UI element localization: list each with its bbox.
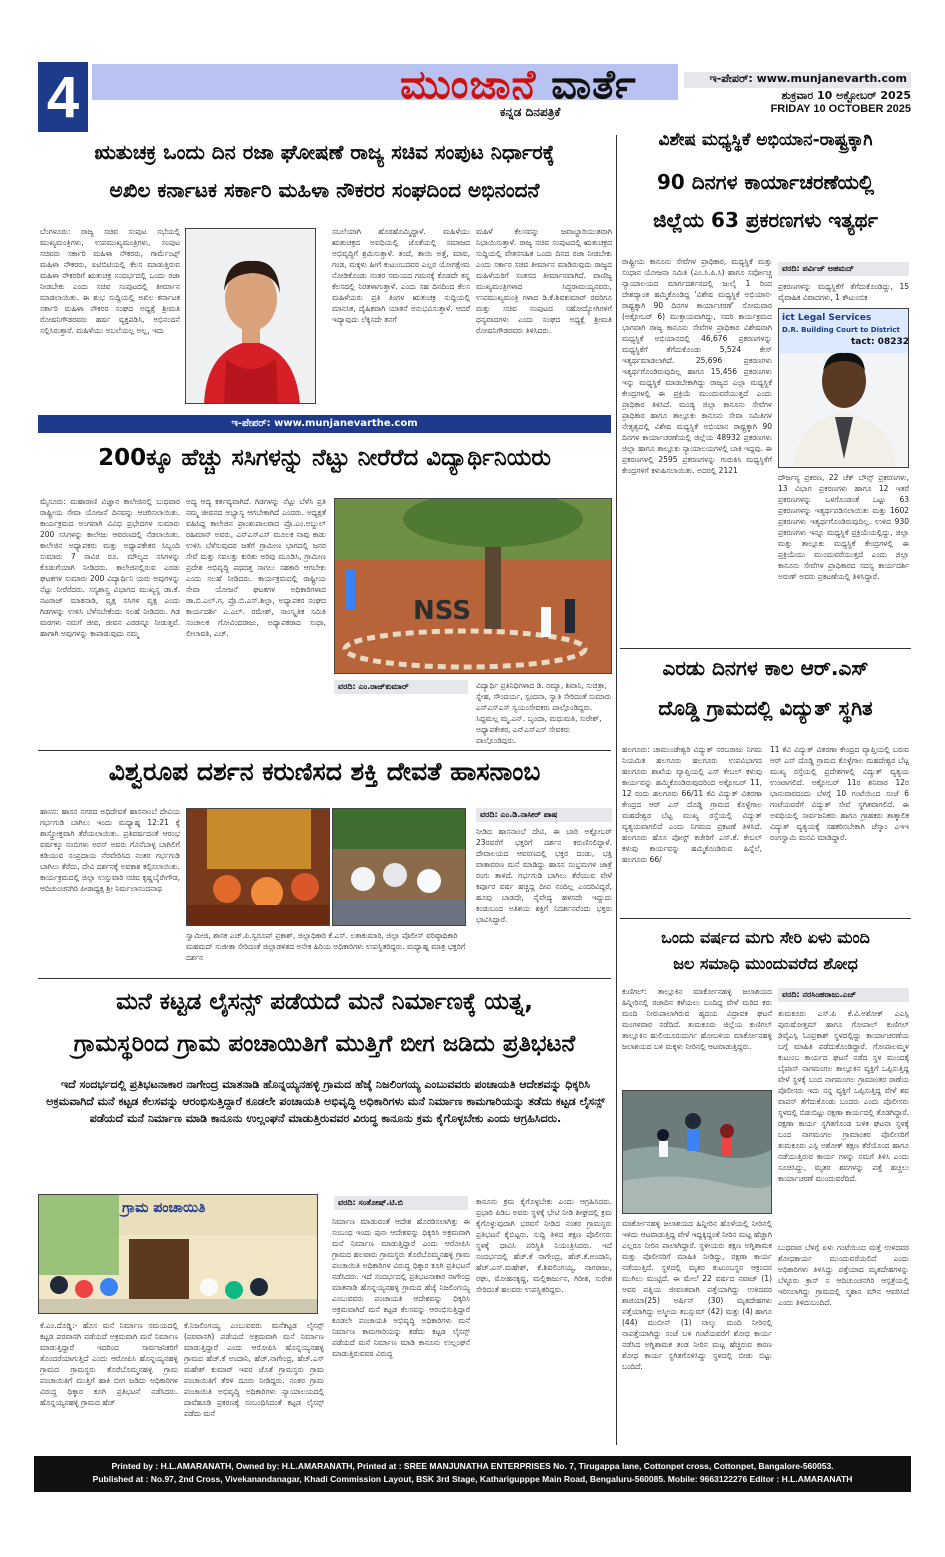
epaper-banner[interactable]: ಇ-ಪೇಪರ್: www.munjanevarthe.com [38,415,611,433]
temple-photo-2 [332,808,466,926]
article6-headline-2: ದೊಡ್ಡಿ ಗ್ರಾಮದಲ್ಲಿ ವಿದ್ಯುತ್ ಸ್ಥಗಿತ [658,696,873,720]
article5-byline: ವರದಿ: ಪರ್ವಿಜ್ ಅಹಮದ್ [778,262,909,276]
article4-col-2: ಕೆ.ನಿಜಲಿಂಗಯ್ಯ ಎಂಬುವವರು ಮನೆಕಟ್ಟಡ ಲೈಸನ್ಸ್ (ಪರವಾನಗಿ) ಪಡೆಯದೆ ಅಕ್ರಮವಾಗಿ ಮನೆ ನಿರ್ಮಾಣ ಮಾಡುತ್ತಿದ್ದಾರೆ ಎಂದು ಆರೋಪಿಸಿ ಹೊನ್ನಯ್ಯನಹಳ್ಳಿ ಗ್ರಾಮದ ಹೆಚ್.ಕೆ ಅಂದಾನಿ, ಹೆಚ್.ನಾಗೇಂದ್ರ, ಹೆಚ್.ಎಸ್ ಮಹೇಶ್ ಕುಮಾರ್ ಇವರ ಜೊತೆ ಗ್ರಾಮಸ್ಥರು ಗ್ರಾಮ ಪಂಚಾಯಿತಿಗೆ ತೆರಳಿ ದೂರು ನೀಡಿದ್ದರು. ನಂತರ ಗ್ರಾಮ ಪಂಚಾಯಿತಿ ಅಭಿವೃದ್ಧಿ ಅಧಿಕಾರಿಗಳು ನ್ಯಾಯಾಲಯದಲ್ಲಿ ದಾವೆಹೂಡಿ ಪ್ರಕರಣಕ್ಕೆ ಸಂಬಂಧಿಸಿದಂತೆ ಕಟ್ಟಡ ಲೈಸನ್ಸ್ ಪಡೆದು ಮನೆ [184,1321,324,1418]
article7-col-4: ಬುಧವಾರ ಬೆಳಿಗ್ಗೆ ಏಳು ಗಂಟೆಯಿಂದ ಮತ್ತೆ ಉಳಿದವರ ಶೋಧಕಾರ್ಯ ಮುಂದುವರೆಯಲಿದೆ ಎಂದು ಅಧಿಕಾರಿಗಳು ತಿಳಿಸಿದ್ದು ಪತ್ತೆಯಾದ ಮೃತದೇಹಗಳನ್ನು ಬೆಳ್ಳೂರು ಕ್ರಾಸ್ ನ ಆದಿಚುಂಚನಗಿರಿ ಆಸ್ಪತ್ರೆಯಲ್ಲಿ ಇರಿಸಲಾಗಿದ್ದು ಗ್ರಾಮದಲ್ಲಿ ಸ್ಮಶಾನ ಮೌನ ಆವರಿಸಿದೆ ಎಂದು ತಿಳಿದುಬಂದಿದೆ. [778,1243,909,1307]
article1-headline-1: ಋತುಚಕ್ರ ಒಂದು ದಿನ ರಜಾ ಘೋಷಣೆ ರಾಜ್ಯ ಸಚಿವ ಸಂಪುಟ ನಿರ್ಧಾರಕ್ಕೆ [94,140,555,164]
article4-col-3: ನಿರ್ಮಾಣ ಮಾಡುವಂತೆ ಆದೇಶ ಹೊರಡಿಸಲಾಗಿತ್ತು ಈ ಸಂಬಂಧ ಇಂದು ಪುನಃ ಆದೇಶವನ್ನು ಧಿಕ್ಕರಿಸಿ ಅಕ್ರಮವಾಗಿ ಮನೆ ನಿರ್ಮಾಣ ಮಾಡುತ್ತಿದ್ದಾರೆ ಎಂದು ಆರೋಪಿಸಿ ಗ್ರಾಮದ ಹಲವಾರು ಗ್ರಾಮಸ್ಥರು ತೊರೆಬೊಮ್ಮನಹಳ್ಳಿ ಗ್ರಾಮ ಪಂಚಾಯಿತಿ ಅಧಿಕಾರಿಗಳ ವಿರುದ್ಧ ಧಿಕ್ಕಾರ ಕೂಗಿ ಪ್ರತಿಭಟನೆ ನಡೆಸಿದರು. ಇದೆ ಸಂದರ್ಭದಲ್ಲಿ ಪ್ರತಿಭಟನಾಕಾರ ನಾಗೇಂದ್ರ ಮಾತನಾಡಿ ಹೊನ್ನಯ್ಯನಹಳ್ಳಿ ಗ್ರಾಮದ ಹೆಜ್ಕೆ ನಿಜಲಿಂಗಯ್ಯ ಎಂಬುವವರು ಪಂಚಾಯತಿ ಆದೇಶವನ್ನು ಧಿಕ್ಕರಿಸಿ ಅಕ್ರಮವಾಗಿದೆ ಮನೆ ಕಟ್ಟಡ ಕೆಲಸವನ್ನು ಆರಂಭಿಸುತ್ತಿದ್ದಾರೆ ಕೂಡಲೇ ಪಂಚಾಯತಿ ಅಭಿವೃದ್ಧಿ ಅಧಿಕಾರಿಗಳು ಮನೆ ನಿರ್ಮಾಣ ಕಾಮಗಾರಿಯನ್ನು ತಡೆದು ಕಟ್ಟಡ ಲೈಸನ್ಸ್ ಪಡೆಯದೆ ಮನೆ ನಿರ್ಮಾಣ ಮಾಡಿ ಕಾನೂನು ಉಲ್ಲಂಘನೆ ಮಾಡುತ್ತಿರುವವರ ವಿರುದ್ಧ [332,1217,470,1358]
imprint-line-1: Printed by : H.L.AMARANATH, Owned by: H.L.AMARANATH, Printed at : SREE MANJUNATHA ENTERPRISES No. 7, Tirugappa lane, Cottonpet cross, Cottonpet, Bangalore-560053. [111,1461,834,1471]
article4-col-1: ಕೆ.ಎಂ.ದೊಡ್ಡಿ:- ಹೊಸ ಮನೆ ನಿರ್ಮಾಣ ಸಮಯದಲ್ಲಿ ಕಟ್ಟಡ ಪರವಾನಗಿ ಪಡೆಯದೆ ಅಕ್ರಮವಾಗಿ ಮನೆ ನಿರ್ಮಾಣ ಮಾಡುತ್ತಿದ್ದಾರೆ ಇದರಿಂದ ಸಾರ್ವಜನಿಕರಿಗೆ ತೊಂದರೆಯಾಗುತ್ತಿದೆ ಎಂದು ಆರೋಪಿಸಿ ಹೊನ್ನಯ್ಯನಹಳ್ಳಿ ಗ್ರಾಮದ ಗ್ರಾಮಸ್ಥರು ತೊರೆಬೊಮ್ಮನಹಳ್ಳಿ ಗ್ರಾಮ ಪಂಚಾಯಿತಿಗೆ ಮುತ್ತಿಗೆ ಹಾಕಿ ಬೀಗ ಜಡಿದು ಅಧಿಕಾರಿಗಳ ವಿರುದ್ಧ ಧಿಕ್ಕಾರ ಕೂಗಿ ಪ್ರತಿಭಟನೆ ನಡೆಸಿದರು. ಹೊನ್ನಯ್ಯನಹಳ್ಳಿ ಗ್ರಾಮದ ಹೆಚ್ [40,1321,178,1407]
article7-col-1: ಕುಣಿಗಲ್: ತಾಲ್ಲೂಕಿನ ಮಾರ್ಕೋನಹಳ್ಳಿ ಜಲಾಶಯದ ಹಿನ್ನೀರಿನಲ್ಲಿ ರಜಾದಿನ ಕಳೆಯಲು ಬಂದಿದ್ದ ವೇಳೆ ಮರಿದ ಕರು ಮಂದಿ ನೀರುಪಾಲಾಗಿರುವ ಹೃದಯ ವಿದ್ರಾವಕ ಘಟನೆ ಮಂಗಳವಾರ ನಡೆದಿದೆ. ತುಮಕೂರು ಜಿಲ್ಲೆಯ ಕುಣಿಗಲ್ ತಾಲ್ಲೂಕಿನ ಹುಲಿಯೂರುದುರ್ಗ ಹೋಬಳಿಯ ಮಾರ್ಕೋನಹಳ್ಳಿ ಜಲಾಶಯದ ಬಳಿ ಮಕ್ಕಳು ನೀರಿನಲ್ಲಿ ಆಟವಾಡುತ್ತಿದ್ದರು. [622,987,772,1051]
article3-caption: ಸ್ವಾಮೀಜಿ, ಶಾಸಕ ಎಚ್.ಪಿ.ಸ್ವರೂಪ್ ಪ್ರಕಾಶ್, ಜಿಲ್ಲಾಧಿಕಾರಿ ಕೆ.ಎಸ್. ಲತಾಕುಮಾರಿ, ಜಿಲ್ಲಾ ಪೊಲೀಸ್ ವರಿಷ್ಠಾಧಿಕಾರಿ ಮಹಮದ್ ಸುಜೀತಾ ಸೇರಿದಂತೆ ಜಿಲ್ಲಾಡಳಿತದ ಅನೇಕ ಹಿರಿಯ ಅಧಿಕಾರಿಗಳು ಉಪಸ್ಥಿತರಿದ್ದರು. ಮಧ್ಯಾಹ್ನ ಮಾತ್ರ ಭಕ್ತರಿಗೆ ದರ್ಶನ [186,931,466,962]
tree-planting-photo [334,498,612,674]
logo-part-2: ವಾರ್ತೆ [551,62,637,108]
article6-headline-1: ಎರಡು ದಿನಗಳ ಕಾಲ ಆರ್.ಎಸ್ [662,656,869,680]
article6-col-2: 11 ಕೆವಿ ವಿದ್ಯುತ್ ವಿತರಣಾ ಕೇಂದ್ರದ ವ್ಯಾಪ್ತಿಯಲ್ಲಿ ಬರುವ ಆರ್ ಎಸ್ ದೊಡ್ಡಿ ಗ್ರಾಮದ ಕೊಳ್ಳೆಗಾಲ ಮಹದೇಶ್ವರ ಬೆಟ್ಟ ಮುಖ್ಯ ರಸ್ತೆಯಲ್ಲಿ ಪ್ರದೇಶಗಳಲ್ಲಿ ವಿದ್ಯುತ್ ವ್ಯತ್ಯಯ ಉಂಟಾಗಲಿದೆ. ಅಕ್ಟೋಬರ್ 11ರ ಶನಿವಾರ 12ರ ಭಾನುವಾರದಂದು ಬೆಳಗ್ಗೆ 10 ಗಂಟೆಯಿಂದ ಸಂಜೆ 6 ಗಂಟೆಯವರೆಗೆ ವಿದ್ಯುತ್ ಸೇವೆ ಸ್ಥಗಿತವಾಗಲಿದೆ. ಈ ಅವಧಿಯಲ್ಲಿ ಸಾರ್ವಜನಿಕರು ಹಾಗೂ ಗ್ರಾಹಕರು ತಾತ್ಕಾಲಿಕ ವಿದ್ಯುತ್ ವ್ಯತ್ಯಯಕ್ಕೆ ಸಹಕರಿಸಬೇಕಾಗಿ ಚೆಸ್ಕಾಂ ಎಇಇ ರಂಗಸ್ವಾಮಿ ಮನವಿ ಮಾಡಿದ್ದಾರೆ. [770,745,909,842]
article6-col-1: ಹಲಗೂರು: ಚಾಮುಂಡೇಶ್ವರಿ ವಿದ್ಯುತ್ ಸರಬರಾಜು ನಿಗಮ ನಿಯಮಿತ ಹಲಗೂರು ಹಲಗೂರು ಉಪವಿಭಾಗದ ಹಲಗೂರು ಶಾಖೆಯ ವ್ಯಾಪ್ತಿಯಲ್ಲಿ ಎಸ್ ಕೇಬಲ್ ಕಳುವು ಕಾರ್ಯವನ್ನು ಹಮ್ಮಿಕೊಂಡಿರುವುದರಿಂದ ಅಕ್ಟೋಬರ್ 11, 12 ರಂದು ಹಲಗೂರು 66/11 ಕೆವಿ ವಿದ್ಯುತ್ ವಿತರಣಾ ಕೇಂದ್ರದ ಆರ್ ಎಸ್ ದೊಡ್ಡಿ ಗ್ರಾಮದ ಕೊಳ್ಳೆಗಾಲ ಮಹದೇಶ್ವರ ಬೆಟ್ಟ ಮುಖ್ಯ ರಸ್ತೆಯಲ್ಲಿ ವಿದ್ಯುತ್ ವ್ಯತ್ಯಯವಾಗಲಿದೆ ಎಂದು ನಿಗಮದ ಪ್ರಕಟಣೆ ತಿಳಿಸಿದೆ. ಹಲಗೂರು ಹೊಸ ಪೋಸ್ಟ್ ಕಚೇರಿಗೆ ಎಸ್.ಕೆ. ಕೇಬಲ್ ಕಳುವು ಕಾರ್ಯವನ್ನು ಹಮ್ಮಿಕೊಂಡಿರುವ ಹಿನ್ನೆಲೆ, ಹಲಗೂರು 66/ [622,745,762,864]
article3-col-1: ಹಾಸನ: ಹಾಸನ ನಗರದ ಅಧಿದೇವತೆ ಹಾಸನಾಂಬೆ ದೇವಿಯ ಗರ್ಭಗುಡಿ ಬಾಗಿಲು ಇಂದು ಮಧ್ಯಾಹ್ನ 12:21 ಕ್ಕೆ ಶಾಸ್ತ್ರೋಕ್ತವಾಗಿ ತೆರೆಯಲಾಯಿತು. ಪ್ರತಿವರ್ಷದಂತೆ ಆರಂಭ ವರ್ಷಕ್ಕೂ ನಂಬಿಗಳು ಅರಸ್ ಅವರು ಗೊನೆಬಾಳ್ಳ ಬಾಗಿಲಿಗೆ ಕಡಿಯುವ ಸಂಪ್ರದಾಯ ನೆರವೇರಿಸಿದ ನಂತರ ಗರ್ಭಗುಡಿ ಬಾಗಿಲು ತೆರೆದು, ದೇವಿ ದರ್ಶನಕ್ಕೆ ಅವಕಾಶ ಕಲ್ಪಿಸಲಾಯಿತು. ಕಾರ್ಯಕ್ರಮದಲ್ಲಿ ಜಿಲ್ಲಾ ಉಸ್ತುವಾರಿ ಸಚಿವ ಕೃಷ್ಣಬೈರೇಗೌಡ, ಆದಿಚುಂಚನಗಿರಿ ಪೀಠಾಧ್ಯಕ್ಷ ಶ್ರೀ ನಿರ್ಮಲಾನಂದನಾಥ [40,807,180,893]
article5-col-1: ರಾಷ್ಟ್ರೀಯ ಕಾನೂನು ಸೇವೆಗಳ ಪ್ರಾಧಿಕಾರ, ಮಧ್ಯಸ್ಥಿಕೆ ಮತ್ತು ಸಂಧಾನ ಯೋಜನಾ ಸಮಿತಿ (ಎಂ.ಸಿ.ಪಿ.ಸಿ) ಹಾಗೂ ಸರ್ವೋಚ್ಚ ನ್ಯಾಯಾಲಯದ ಮಾರ್ಗದರ್ಶನದಲ್ಲಿ ಜುಲೈ 1 ರಿಂದ ದೇಶದ್ಯಾಂತ ಹಮ್ಮಿಕೊಂಡಿದ್ದ 'ವಿಶೇಷ ಮಧ್ಯಸ್ಥಿಕೆ ಅಭಿಯಾನ-ರಾಷ್ಟ್ರಕ್ಕಾಗಿ 90 ದಿನಗಳ ಕಾರ್ಯಾಚರಣೆ' ಸೋಮವಾರ (ಅಕ್ಟೋಬರ್ 6) ಮುಕ್ತಾಯವಾಗಿದ್ದು, ಸದರಿ ಕಾರ್ಯಕ್ರಮದ ಭಾಗವಾಗಿ ರಾಜ್ಯ ಕಾನೂನು ಸೇವೆಗಳ ಪ್ರಾಧಿಕಾರ ವಿಶೇಷವಾಗಿ ಮಧ್ಯಸ್ಥಿಕೆ ಅಭಿಯಾನದಲ್ಲಿ 46,676 ಪ್ರಕರಣಗಳನ್ನು ಮಧ್ಯಸ್ಥಿಕೆಗೆ ತೆಗೆದುಕೊಂಡು 5,524 ಕೇಸ್ ಇತ್ಯರ್ಥಮಾಡಲಾಗಿದೆ. 25,696 ಪ್ರಕರಣಗಳು ಇತ್ಯರ್ಥಗೊಂಡಿರುವುದಿಲ್ಲ ಹಾಗೂ 15,456 ಪ್ರಕರಣಗಳು ಇನ್ನು ಮಧ್ಯಸ್ಥಿಕೆ ಮಾಡಬೇಕಾಗಿದ್ದು ರಾಜ್ಯದ ಎಲ್ಲಾ ಮಧ್ಯಸ್ಥಿಕೆ ಕೇಂದ್ರಗಳಲ್ಲಿ ಈ ಪ್ರಕ್ರಿಯೆ ಮುಂದುವರೆಯುತ್ತದೆ ಎಂದು ಪ್ರಾಧಿಕಾರ ತಿಳಿಸಿದೆ. ಮಂಡ್ಯ ಜಿಲ್ಲಾ ಕಾನೂನು ಸೇವೆಗಳ ಪ್ರಾಧಿಕಾರ ಹಾಗೂ ತಾಲ್ಲೂಕು ಕಾನೂನು ಸೇವಾ ಸಮಿತಿಗಳ ನೇತೃತ್ವದಲ್ಲಿ ವಿಶೇಷ ಮಧ್ಯಸ್ಥಿಕೆ ಅಭಿಯಾನ ರಾಷ್ಟ್ರಕ್ಕಾಗಿ 90 ದಿನಗಳ ಕಾರ್ಯಾಚರಣೆಯಲ್ಲಿ ಜಿಲ್ಲೆಯ 48932 ಪ್ರಕರಣಗಳು ಜಿಲ್ಲಾ ಹಾಗೂ ತಾಲ್ಲೂಕು ನ್ಯಾಯಾಲಯಗಳಲ್ಲಿ ಬಾಕಿ ಇದ್ದವು. ಈ ಪ್ರಕರಣಗಳಲ್ಲಿ 2595 ಪ್ರಕರಣಗಳನ್ನು ಗುರುತಿಸಿ ಮಧ್ಯಸ್ಥಿಕೆಗೆ ಕೇಂದ್ರಗಳಿಗೆ ಕಳುಹಿಸಲಾಯಿತು. ಅದರಲ್ಲಿ 2121 [622,257,772,475]
woman-portrait-icon [186,229,316,404]
sign-line-2: D.R. Building Court to District [782,326,900,334]
temple-crowd-icon [187,809,330,926]
article1-col-3: ಮಹಿಳೆ ಕೆಲಸವನ್ನು ಜವಾಬ್ದಾರಿಯುತವಾಗಿ ನಿಭಾಯಿಸುತ್ತಾಳೆ. ರಾಜ್ಯ ಸಚಿವ ಸಂಪುಟದಲ್ಲಿ ಋತುಚಕ್ರದ ಸುದ್ದಿಯಲ್ಲಿ ವೇತನಸಹಿತ ಒಂದು ದಿನದ ರಜಾ ನೀಡಬೇಕು ಎಂದು ಸರ್ಕಾರ ಸಚಿವ ತೀರ್ಮಾನ ಮಾಡಿರುವುದು ರಾಜ್ಯದ ಮಹಿಳೆಯರಿಗೆ ಸಂತಸದ ತೀರ್ಮಾನವಾಗಿದೆ. ವಾಣಿಜ್ಯ ಮುಖ್ಯಮಂತ್ರಿಗಳಾದ ಸಿದ್ಧರಾಮಯ್ಯನವರು, ಉಪಮುಖ್ಯಮಂತ್ರಿ ಗಳಾದ ಡಿ.ಕೆ.ಶಿವಕುಮಾರ್ ರವರಿಗೂ ಮತ್ತು ಸಚಿವ ಸಂಪುಟದ ಸಹೋದ್ಯೋಗಿಗಳಿಗೆ ಧನ್ಯವಾದಗಳು ಎಂದು ಸಂಘದ ಅಧ್ಯಕ್ಷೆ ಶ್ರೀಮತಿ ರೋಷನಿಗೌಡರವರು ತಿಳಿಸಿದರು. [476,227,612,335]
imprint-footer [34,1456,911,1492]
article7-col-2: ತುಮಕೂರು ಎಸ್.ಪಿ ಕೆ.ವಿ.ಅಶೋಕ್ ಎಎಸ್ಪಿ ಪುರುಷೋತ್ತಮ್ ಹಾಗೂ ಗೋಪಾಲ್ ಕುಣಿಗಲ್ ಡಿವೈಎಸ್ಪಿ ಓಂಪ್ರಕಾಶ್ ಸ್ಥಳದಲ್ಲಿದ್ದು ಕಾರ್ಯಾಚರಣೆಯ ಬಗ್ಗೆ ಮಾಹಿತಿ ಪಡೆದುಕೊಂಡಿದ್ದಾರೆ. ಗೋಪಾಲಮ್ಮಳ ಕುಟುಂಬ ಕಾರ್ಯದ ಘಟನೆ ನಡೆದ ಸ್ಥಳ ಮುಂದಕ್ಕೆ ಬೈಪಾಸ್ ನಾಗಮಂಗಲ ತಾಲ್ಲೂಕಿನ ವ್ಯಕ್ತಿಗೆ ಒಪ್ಪಿಸುತ್ತಿದ್ದ ವೇಳೆ ಸ್ಥಳಕ್ಕೆ ಬಂದ ನಾಗಮಂಗಲ ಗ್ರಾಮಾಂತರ ಠಾಣೆಯ ಪೊಲೀಸರು ಇದು ನನ್ನ ವ್ಯಕ್ತಿಗೆ ಒಪ್ಪಿಸುತ್ತಿದ್ದ ವೇಳೆ ಶವ ವಾಪಸ್ ತೆಗೆದುಕೊಂಡು ಬಂದರು ಎಂದು ಪೊಲೀಸರು ಸ್ಥಳದಲ್ಲಿ ಬಿಡುಬಿಟ್ಟು ರಕ್ಷಣಾ ಕಾರ್ಯದಲ್ಲಿ ತೊಡಗಿದ್ದಾರೆ. ರಕ್ಷಣಾ ಕಾರ್ಯ ಸ್ಥಗಿತಗೊಂಡ ಬಳಿಕ ಘಟನಾ ಸ್ಥಳಕ್ಕೆ ಬಂದ ನಾಗಮಂಗಲ ಗ್ರಾಮಾಂತರ ಪೊಲೀಸರಿಗೆ ತುಮಕೂರು ಎಸ್ಪಿ ಅಶೋಕ್ ತಕ್ಷಣ ತೆರೆಯೊಂದ ಹಾಗೂ ನಡೆಯುತ್ತಿರುವ ಕಾರ್ಯ ಗಳನ್ನು ನಮಗೆ ತಿಳಿಸಿ ಎಂದು ಸೂಚಿಸಿದ್ದು, ಮೃತರ ಶವಗಳನ್ನು ಪತ್ತೆ ಹಚ್ಚಲು ಕಾರ್ಯಾಚರಣೆ ಮುಂದುವರೆದಿದೆ. [778,1009,909,1183]
date-english: FRIDAY 10 OCTOBER 2025 [770,103,911,115]
temple-crowd-icon [333,809,466,926]
article4-headline-2: ಗ್ರಾಮಸ್ಥರಿಂದ ಗ್ರಾಮ ಪಂಚಾಯಿತಿಗೆ ಮುತ್ತಿಗೆ ಬೀಗ ಜಡಿದು ಪ್ರತಿಭಟನೆ [73,1031,576,1057]
divider [620,648,911,649]
panchayat-sign: ಗ್ರಾಮ ಪಂಚಾಯಿತಿ [122,1200,206,1216]
article1-col-1: ಬೆಂಗಳೂರು: ರಾಜ್ಯ ಸಚಿವ ಸಂಪುಟ ಸಭೆಯಲ್ಲಿ ಮುಖ್ಯಮಂತ್ರಿಗಳು, ಉಪಮುಖ್ಯಮಂತ್ರಿಗಳು, ಸಂಪುಟ ಸಚಿವರು ಸರ್ಕಾರಿ ಮಹಿಳಾ ನೌಕರರು, ಗಾರ್ಮೆಂಟ್ಸ್ ಮಹಿಳಾ ನೌಕರರು, ಐಟಿಬಿಟಿಯಲ್ಲಿ ಕೆಲಸ ಮಾಡುತ್ತಿರುವ ಮಹಿಳಾ ನೌಕರರಿಗೆ ಋತುಚಕ್ರ ಸಂದರ್ಭದಲ್ಲಿ ಒಂದು ರಜಾ ನೀಡಬೇಕು ಎಂದು ಸಚಿವ ಸಂಪುಟದಲ್ಲಿ ತೀರ್ಮಾನ ಮಾಡಲಾಯಿತು. ಈ ಶುಭ ಸುದ್ದಿಯಲ್ಲಿ ಅಖಿಲ ಕರ್ನಾಟಕ ಸರ್ಕಾರಿ ಮಹಿಳಾ ನೌಕರರ ಸಂಘದ ಅಧ್ಯಕ್ಷೆ ಶ್ರೀಮತಿ ರೋಷನಿಗೌಡರವರು ಹರ್ಷ ವ್ಯಕ್ತಪಡಿಸಿ, ಅಭಿನಂದನೆ ಸಲ್ಲಿಸಿರುತ್ತಾರೆ. ಮಹಿಳೆಯು ಅಬಲೆಯಲ್ಲ ಅಲ್ಲ, ಇದು [40,227,180,335]
logo-part-1: ಮುಂಜಾನೆ [400,62,537,108]
svg-text:NSS: NSS [413,596,472,626]
page-number: 4 [38,62,88,132]
article5-col-2b: ದೌರ್ಜನ್ಯ ಪ್ರಕರಣ, 22 ಚೆಕ್ ಬೌನ್ಸ್ ಪ್ರಕರಣಗಳು, 13 ವಿಭಾಗ ಪ್ರಕರಣಗಳು ಹಾಗೂ 12 ಇತರೆ ಪ್ರಕರಣಗಳನ್ನು ಒಳಗೊಂಡಂತೆ ಒಟ್ಟು 63 ಪ್ರಕರಣಗಳನ್ನು ಇತ್ಯರ್ಥಪಡಿಸಲಾಯಿತು ಮತ್ತು 1602 ಪ್ರಕರಣಗಳು ಇತ್ಯರ್ಥಗೊಂಡಿರುವುದಿಲ್ಲ. ಉಳಿದ 930 ಪ್ರಕರಣಗಳು ಇನ್ನೂ ಮಧ್ಯಸ್ಥಿಕೆ ಪ್ರಕ್ರಿಯೆಯಲ್ಲಿದ್ದು, ಜಿಲ್ಲಾ ಮತ್ತು ತಾಲ್ಲೂಕು ಮಧ್ಯಸ್ಥಿಕೆ ಕೇಂದ್ರಗಳಲ್ಲಿ ಈ ಪ್ರಕ್ರಿಯೆಯು ಮುಂದುವರೆಯುತ್ತದೆ ಎಂದು ಜಿಲ್ಲಾ ಕಾನೂನು ಸೇವೆಗಳ ಪ್ರಾಧಿಕಾರದ ಸದಸ್ಯ ಕಾರ್ಯದರ್ಶಿ ಅರುಣ್ ಅವರು ಪ್ರಕಟಣೆಯಲ್ಲಿ ತಿಳಿಸಿದ್ದಾರೆ. [778,473,909,581]
divider [38,978,611,979]
article5-col-2: ಪ್ರಕರಣಗಳನ್ನು ಮಧ್ಯಸ್ಥಿಕೆಗೆ ತೆಗೆದುಕೊಂಡಿದ್ದು, 15 ವೈವಾಹಿಕ ವಿವಾದಗಳು, 1 ಕೌಟುಂಬಿಕ [778,282,909,302]
article7-headline-1: ಒಂದು ವರ್ಷದ ಮಗು ಸೇರಿ ಏಳು ಮಂದಿ [661,928,870,947]
article3-byline: ವರದಿ: ಎಂ.ಡಿ.ನಾಸೀರ್ ಪಾಷ [476,808,612,822]
article7-byline: ವರದಿ: ನರಸಿಂಹರಾಜು.ಎಚ್ [778,988,909,1002]
article3-headline: ವಿಶ್ವರೂಪ ದರ್ಶನ ಕರುಣಿಸದ ಶಕ್ತಿ ದೇವತೆ ಹಾಸನಾಂಬ [108,757,541,786]
article4-byline: ವರದಿ: ಸಂತೋಷ್.ಟಿ.ಬಿ [334,1196,468,1210]
article7-headline-2: ಜಲ ಸಮಾಧಿ ಮುಂದುವರೆದ ಶೋಧ [673,954,858,973]
divider [620,918,911,919]
sign-line-1: ict Legal Services [782,313,872,323]
reservoir-photo [622,1090,772,1214]
article1-col-2: ಸಬಲೆಯಾಗಿ ಹೊರಹೊಮ್ಮಿದ್ದಾಳೆ. ಮಹಿಳೆಯು ಋತುಚಕ್ರದ ಅವಧಿಯಲ್ಲಿ ಜೊತೆಯಲ್ಲಿ ಸಮಾಜದ ಅಭಿವೃದ್ಧಿಗೆ ಶ್ರಮಿಸುತ್ತಾಳೆ. ತಂದೆ, ತಾಯಿ ಅತ್ತೆ, ಮಾವ, ಗಂಡ, ಮಕ್ಕಳು ಹೀಗೆ ಕುಟುಂಬದವರ ಎಲ್ಲರ ಯೋಗಕ್ಷೇಮ ನೋಡಿಕೊಂಡು ನಂತರ ಸಮಯದ ಗಮನಕ್ಕೆ ಕೊಡದೇ ತನ್ನ ಕೆಲಸದಲ್ಲಿ ನಿರತಳಾಗುತ್ತಾಳೆ. ಎಂದು ಸಹ ದಿನದಿಂದ ಕೆಲಸ ಮಹಿಳೆಯರು ಪ್ರತಿ ತಿಂಗಳ ಋತುಚಕ್ರ ಸುದ್ದಿಯಲ್ಲಿ ಮಾನಸಿಕ, ದೈಹಿಕವಾಗಿ ಯಾತನೆ ಅನುಭವಿಸುತ್ತಾಳೆ. ಆದರೆ ಇದ್ಯಾವುದು ಲೆಕ್ಕಿಸದೇ ತನಗೆ [332,227,470,324]
article7-col-3: ಮಾರ್ಕೋನಹಳ್ಳಿ ಜಲಾಶಯದ ಹಿನ್ನೀರಿನ ಹೊಳೆಯಲ್ಲಿ ನೀರಿನಲ್ಲಿ ಇಳಿದು ಆಟವಾಡುತ್ತಿದ್ದ ವೇಳೆ ಇದ್ದಕ್ಕಿದ್ದಂತೆ ನೀರಿನ ಮಟ್ಟ ಹೆಚ್ಚಾಗಿ ಎಲ್ಲರೂ ನೀರಿನ ಪಾಲಾಗಿದ್ದಾರೆ. ಸ್ಥಳೀಯರು ತಕ್ಷಣ ಅಗ್ನಿಶಾಮಕ ಮತ್ತು ಪೊಲೀಸರಿಗೆ ಮಾಹಿತಿ ನೀಡಿದ್ದು, ರಕ್ಷಣಾ ಕಾರ್ಯ ನಡೆಯುತ್ತಿದೆ. ಸ್ಥಳದಲ್ಲಿ ಮೃತರ ಕುಟುಂಬಸ್ಥರ ಆಕ್ರಂದನ ಮುಗಿಲು ಮುಟ್ಟಿದೆ. ಈ ಮೇಲೆ 22 ವರ್ಷದ ನವಾಜ್ (1) ಅವರ ಪತ್ನಿಯ ಜೀವಂತವಾಗಿ ಪತ್ತೆಯಾಗಿದ್ದು ಉಳಿದವರ ಶಾಜಿಯಾ(25) ಅರ್ಷಿನ್ (30) ಮೃತದೇಹಗಳು ಪತ್ತೆಯಾಗಿದ್ದು ಅಸ್ಮೀಯ ತಬಸ್ಸುಮ್ (42) ಮತ್ತು (4) ಹಾಗೂ (44) ಮುಬೀನ್ (1) ನಾಲ್ಕು ಮಂದಿ ನೀರಿನಲ್ಲಿ ನಾಪತ್ತೆಯಾಗಿದ್ದು ಸಂಜೆ ಬಳಿ ಗಂಟೆಯವರೆಗೆ ಶೋಧ ಕಾರ್ಯ ನಡೆಸಿದ ಅಗ್ನಿಶಾಮಕ ತಂಡ ನೀರಿನ ಮಟ್ಟ ಹೆಚ್ಚಿರುವ ಕಾರಣ ಶೋಧ ಕಾರ್ಯ ಸ್ಥಗಿತಗೊಳಿಸಿದ್ದು ಸ್ಥಳದಲ್ಲಿ ಬೀಡು ಬಿಟ್ಟು ಬಂದಿದೆ. [622,1219,772,1371]
newspaper-logo [400,62,637,108]
article2-col-1: ಮೈಸೂರು: ಮಹಾರಾಣಿ ವಿಜ್ಞಾನ ಕಾಲೇಜಿನಲ್ಲಿ ಬುಧವಾರ ರಾಷ್ಟ್ರೀಯ ಸೇವಾ ಯೋಜನೆ ದಿನವನ್ನು ಆಚರಿಸಲಾಯಿತು. ಕಾರ್ಯಕ್ರಮದ ಅಂಗವಾಗಿ ವಿವಿಧ ಪ್ರಭೇದಗಳ ಸುಮಾರು 200 ಸಸಿಗಳನ್ನು ಕಾಲೇಜು ಆವರಣದಲ್ಲಿ ನೆಡಲಾಯಿತು. ಕಾಲೇಜಿನ ಅಧ್ಯಾಪಕರು ಮತ್ತು ಅಧ್ಯಾಪಕೇತರ ಸಿಬ್ಬಂದಿ ಸುಮಾರು 7 ಸಾವಿರ ರೂ. ಮೌಲ್ಯದ ಸಸಿಗಳನ್ನು ಕೊಡುಗೆಯಾಗಿ ನೀಡಿದರು. ಕಾಲೇಜಿನಲ್ಲಿರುವ ಎರಡು ಘಟಕಗಳ ಸುಮಾರು 200 ವಿದ್ಯಾರ್ಥಿನಿ ಯರು ಅವುಗಳನ್ನು ನೆಟ್ಟು ನೀರೆರೆದರು. ಸಸ್ಯಶಾಸ್ತ್ರ ವಿಭಾಗದ ಮುಖ್ಯಸ್ಥ ಡಾ.ಕೆ. ನಟರಾಜ್ ಮಾತನಾಡಿ, ವೃಕ್ಷ ಸಸಿಗಳ ವೃಕ್ಷ ಎಂದು ಗಿಡಗಳನ್ನು ಉಳಿಸಿ ಬೆಳೆಸಬೇಕೆಂದು ಸಲಹೆ ನೀಡಿದರು. ಗಿಡ ಮರಗಳು ನಮಗೆ ಜೀವ, ಜೀವನ ಎರಡನ್ನೂ ನೀಡುತ್ತವೆ. ಹಾಗಾಗಿ ಅವುಗಳನ್ನು ಕಾಪಾಡುವುದು ನಮ್ಮ [40,497,180,638]
legal-services-sign [782,312,909,348]
article2-headline: 200ಕ್ಕೂ ಹೆಚ್ಚು ಸಸಿಗಳನ್ನು ನೆಟ್ಟು ನೀರೆರೆದ ವಿದ್ಯಾರ್ಥಿನಿಯರು [98,445,551,471]
tagline: ಕನ್ನಡ ದಿನಪತ್ರಿಕೆ [500,105,561,119]
temple-photo-1 [186,808,330,926]
imprint-line-2: Published at : No.97, 2nd Cross, Vivekanandanagar, Khadi Commission Layout, BSK 3rd Stage, Katharigupppe Main Road, Bengaluru-560085. Mobile: 9663122276 Editor : H.L.AMARANATH [92,1474,853,1484]
article5-headline-2: 90 ದಿನಗಳ ಕಾರ್ಯಾಚರಣೆಯಲ್ಲಿ [656,170,875,194]
article4-deck: ಇದೆ ಸಂದರ್ಭದಲ್ಲಿ ಪ್ರತಿಭಟನಾಕಾರ ನಾಗೇಂದ್ರ ಮಾತನಾಡಿ ಹೊನ್ನಯ್ಯನಹಳ್ಳಿ ಗ್ರಾಮದ ಹೆಜ್ಕೆ ನಿಜಲಿಂಗಯ್ಯ ಎಂಬುವವರು ಪಂಚಾಯತಿ ಆದೇಶವನ್ನು ಧಿಕ್ಕರಿಸಿ ಅಕ್ರಮವಾಗಿದೆ ಮನೆ ಕಟ್ಟಡ ಕೆಲಸವನ್ನು ಆರಂಭಿಸುತ್ತಿದ್ದಾರೆ ಕೂಡಲೇ ಪಂಚಾಯತಿ ಅಭಿವೃದ್ಧಿ ಅಧಿಕಾರಿಗಳು ಮನೆ ನಿರ್ಮಾಣ ಕಾಮಗಾರಿಯನ್ನು ತಡೆದು ಕಟ್ಟಡ ಲೈಸನ್ಸ್ ಪಡೆಯದೆ ಮನೆ ನಿರ್ಮಾಣ ಮಾಡಿ ಕಾನೂನು ಉಲ್ಲಂಘನೆ ಮಾಡುತ್ತಿರುವವರ ವಿರುದ್ಧ ಕಾನೂನು ಕ್ರಮ ಕೈಗೊಳ್ಳಬೇಕು ಎಂದು ಆಗ್ರಹಿಸಿದರು. [46,1078,605,1125]
column-divider [616,135,617,1445]
water-rescue-icon [623,1091,772,1214]
article1-headline-2: ಅಖಿಲ ಕರ್ನಾಟಕ ಸರ್ಕಾರಿ ಮಹಿಳಾ ನೌಕರರ ಸಂಘದಿಂದ ಅಭಿನಂದನೆ [109,178,540,202]
article2-col-2: ಅದ್ಯ ಆದ್ಯ ಕರ್ತವ್ಯವಾಗಿದೆ. ಗಿಡಗಳನ್ನು ನೆಟ್ಟು ಬೆಳೆಸಿ ಪ್ರತಿ ನಮ್ಮ ಜೀವನದ ಅಭ್ಯಾಸ್ಯ ಆಗಬೇಕಾಗಿದೆ ಎಂದರು. ಅಧ್ಯಕ್ಷತೆ ವಹಿಸಿದ್ದ ಕಾಲೇಜಿನ ಪ್ರಾಂಶುಪಾಲರಾದ ಪ್ರೊ.ಎಂ.ಅಬ್ದುಲ್ ರಹಿಮಾನ್ ಅವರು, ಎನ್‌ಎಸ್‌ಎಸ್ ಮೂಲಕ ನಾವು ಕಾಡು ಉಳಿಸಿ ಬೆಳೆಸುವುದರ ಜತೆಗೆ ಗ್ರಾಮೀಣ ಭಾಗದಲ್ಲಿ ಜನರ ಸೇವೆ ಮತ್ತು ಸವಲತ್ತು ಕುರಿತು ಅರಿವು ಮೂಡಿಸಿ, ಗ್ರಾಮೀಣ ಪ್ರದೇಶ ಅಭಿವೃದ್ಧಿ ಪಥದತ್ತ ಸಾಗಲು ಸಹಕಾರಿ ಆಗಬೇಕು ಎಂದು ಸಲಹೆ ನೀಡಿದರು. ಕಾರ್ಯಕ್ರಮದಲ್ಲಿ ರಾಷ್ಟ್ರೀಯ ಸೇವಾ ಯೋಜನೆ ಘಟಕಗಳ ಅಧಿಕಾರಿಗಳಾದ ಡಾ.ಬಿ.ಎಲ್.ಗ, ಪ್ರೊ.ಬಿ.ಎಸ್.ಶಿಲ್ಪಾ, ಅಧ್ಯಾಪಕರ ಸಂಘದ ಕಾರ್ಯದರ್ಶಿ ಎ.ಎಲ್. ರಮೇಶ್, ಸಾಂಸ್ಕೃತಿಕ ಸಮಿತಿ ಸಂಚಾಲಕ ಗೋವಿಂದರಾಜು, ಅಧ್ಯಾಪಕರಾದ ಸುಧಾ, ಲೀಲಾವತಿ, ಎಚ್. [186,497,326,638]
article5-headline-1: ವಿಶೇಷ ಮಧ್ಯಸ್ಥಿಕೆ ಅಭಿಯಾನ-ರಾಷ್ಟ್ರಕ್ಕಾಗಿ [658,130,873,150]
article2-byline: ವರದಿ: ಎಂ.ರಾಜ್‌ಕುಮಾರ್ [334,680,468,694]
woman-portrait-photo [185,228,316,404]
article3-col-3: ನೀಡಿದ ಹಾಸನಾಂಬೆ ದೇವಿ, ಈ ಬಾರಿ ಅಕ್ಟೋಬರ್ 23ರವರೆಗೆ ಭಕ್ತರಿಗೆ ದರ್ಶನ ಕರುಣಿಸಲಿದ್ದಾಳೆ. ದೇವಾಲಯದ ಆವರಣದಲ್ಲಿ ಭಕ್ತರ ದಂಡು, ಭಕ್ತಿ ವಾತಾವರಣ ಮನೆ ಮಾಡಿದ್ದು ಹಾಸನ ಸಂಭ್ರಮಗಳ ಜಾತ್ರೆ ರಂಗು ತಾಳಿದೆ. ಗರ್ಭಗುಡಿ ಬಾಗಿಲು ತೆರೆಯುವ ವೇಳೆ ಕರ್ಪೂರ ವರ್ಷ ಹಚ್ಚಿದ್ದ ದೀಪ ನಂದಿಲ್ಲ ಎಂದರಿವಿದ್ದರೆ, ಹೂವು ಬಾಡದೇ, ನೈವೇದ್ಯ ಹಳಸದೇ ಇದ್ದುದು ಕಂಡುಬಂದ ಅತಿಶಯ ಶಕ್ತಿಗೆ ನಿದರ್ಶನವೆಂದು ಭಕ್ತರು ಭಾವಿಸಿದ್ದಾರೆ. [476,827,612,924]
article4-col-4: ಕಾನೂನು ಕ್ರಮ ಕೈಗೊಳ್ಳಬೇಕು ಎಂದು ಆಗ್ರಹಿಸಿದರು. ಪ್ರಭಾರಿ ಪಿಡಿಒ ಅವರು ಸ್ಥಳಕ್ಕೆ ಭೇಟಿ ನೀಡಿ ಶೀಘ್ರದಲ್ಲಿ ಕ್ರಮ ಕೈಗೊಳ್ಳುವುದಾಗಿ ಭರವಸೆ ನೀಡಿದ ನಂತರ ಗ್ರಾಮಸ್ಥರು ಪ್ರತಿಭಟನೆ ಕೈಬಿಟ್ಟರು. ಸುದ್ದಿ ತಿಳಿದ ತಕ್ಷಣ ಪೊಲೀಸರು ಸ್ಥಳಕ್ಕೆ ಧಾವಿಸಿ ಪರಿಸ್ಥಿತಿ ನಿಯಂತ್ರಿಸಿದರು. ಇದೆ ಸಂದರ್ಭದಲ್ಲಿ ಹೆಚ್.ಕೆ ನಾಗೇಂದ್ರ, ಹೆಚ್.ಕೆ.ಅಂದಾನಿ, ಹೆಚ್.ಎಸ್.ಮಹೇಶ್, ಕೆ.ಶಿವಲಿಂಗಯ್ಯ, ನಾಗರಾಜು, ರಘು, ಮೋಹನಕೃಷ್ಣ, ಮಲ್ಲಿಕಾರ್ಜುನ, ಗಿರೀಶ, ಸುರೇಶ ಸೇರಿದಂತೆ ಹಲವರು ಉಪಸ್ಥಿತರಿದ್ದರು. [476,1197,612,1294]
tree-planting-icon [335,499,612,674]
article2-caption: ವಿದ್ಯಾರ್ಥಿ ಪ್ರತಿನಿಧಿಗಳಾದ ಡಿ. ರಮ್ಯಾ, ಶಿವಾನಿ, ಸುಚಿತ್ರಾ, ಸ್ನೇಹ, ಸೌಂದರ್ಯ, ಸ್ಪಂದನಾ, ಸ್ವಾತಿ ಸೇರಿದಂತೆ ಸುಮಾರು ಎನ್‌ಎಸ್‌ಎಸ್ ಸ್ವಯಂಸೇವಕರು ಪಾಲ್ಗೊಂಡಿದ್ದರು. ಸಿದ್ದಮಲ್ಲ ಮ್ಮ.ಎನ್. ಬೃಂದಾ, ಮಧುಮತಿ, ಸುರೇಶ್, ಅಧ್ಯಾಪಕೇತರ, ಎನ್‌ಎಸ್‌ಎಸ್ ಸೇವಕರು ಪಾಲ್ಗೊಂಡಿದ್ದರು. [476,681,612,744]
epaper-url[interactable]: ಇ-ಪೇಪರ್: www.munjanevarth.com [684,72,911,88]
article4-headline-1: ಮನೆ ಕಟ್ಟಡ ಲೈಸನ್ಸ್ ಪಡೆಯದೆ ಮನೆ ನಿರ್ಮಾಣಕ್ಕೆ ಯತ್ನ, [116,989,533,1015]
sign-line-3: tact: 08232 [850,337,909,347]
article5-headline-3: ಜಿಲ್ಲೆಯ 63 ಪ್ರಕರಣಗಳು ಇತ್ಯರ್ಥ [653,208,878,232]
date-kannada: ಶುಕ್ರವಾರ 10 ಅಕ್ಟೋಬರ್ 2025 [781,89,911,102]
divider [38,750,611,751]
